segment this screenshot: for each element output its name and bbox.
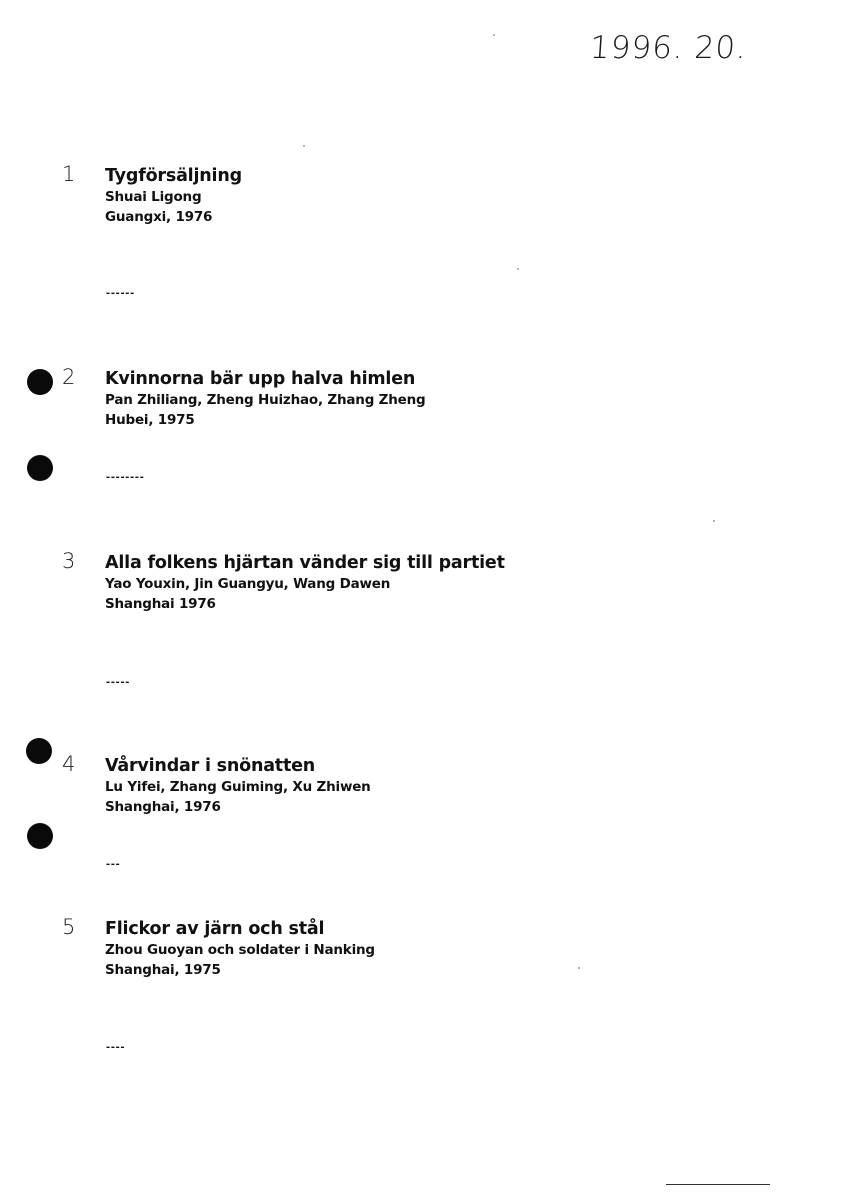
entry-title: Flickor av järn och stål	[105, 919, 325, 939]
entry-place-year: Hubei, 1975	[105, 412, 195, 428]
entry-authors: Lu Yifei, Zhang Guiming, Xu Zhiwen	[105, 779, 371, 795]
entry-place-year: Shanghai, 1975	[105, 962, 221, 978]
entry-authors: Zhou Guoyan och soldater i Nanking	[105, 942, 375, 958]
entry-authors: Yao Youxin, Jin Guangyu, Wang Dawen	[105, 576, 391, 592]
entry-separator: ---	[105, 859, 120, 870]
entry-title: Kvinnorna bär upp halva himlen	[105, 369, 416, 389]
entry-number: 3	[62, 549, 76, 573]
entry-place-year: Shanghai, 1976	[105, 799, 221, 815]
entry-number: 1	[62, 162, 76, 186]
scan-speck	[493, 34, 495, 36]
scan-speck	[303, 145, 305, 147]
entry-separator: ------	[105, 288, 134, 299]
footer-rule	[666, 1184, 770, 1185]
entry-number: 2	[62, 365, 76, 389]
handwritten-reference-number: 1996. 20.	[588, 30, 749, 66]
entry-title: Tygförsäljning	[105, 166, 242, 186]
entry-title: Vårvindar i snönatten	[105, 756, 316, 776]
scan-speck	[578, 967, 580, 969]
entry-separator: ----	[105, 1042, 125, 1053]
entry-number: 4	[62, 752, 76, 776]
punch-hole	[27, 455, 53, 481]
entry-authors: Pan Zhiliang, Zheng Huizhao, Zhang Zheng	[105, 392, 426, 408]
punch-hole	[27, 369, 53, 395]
punch-hole	[27, 823, 53, 849]
entry-number: 5	[62, 915, 76, 939]
punch-hole	[26, 738, 52, 764]
entry-place-year: Guangxi, 1976	[105, 209, 213, 225]
entry-separator: --------	[105, 472, 144, 483]
entry-place-year: Shanghai 1976	[105, 596, 216, 612]
scan-speck	[517, 268, 519, 270]
entry-separator: -----	[105, 677, 130, 688]
entry-title: Alla folkens hjärtan vänder sig till partiet	[105, 553, 505, 573]
scan-speck	[713, 520, 715, 522]
entry-authors: Shuai Ligong	[105, 189, 202, 205]
